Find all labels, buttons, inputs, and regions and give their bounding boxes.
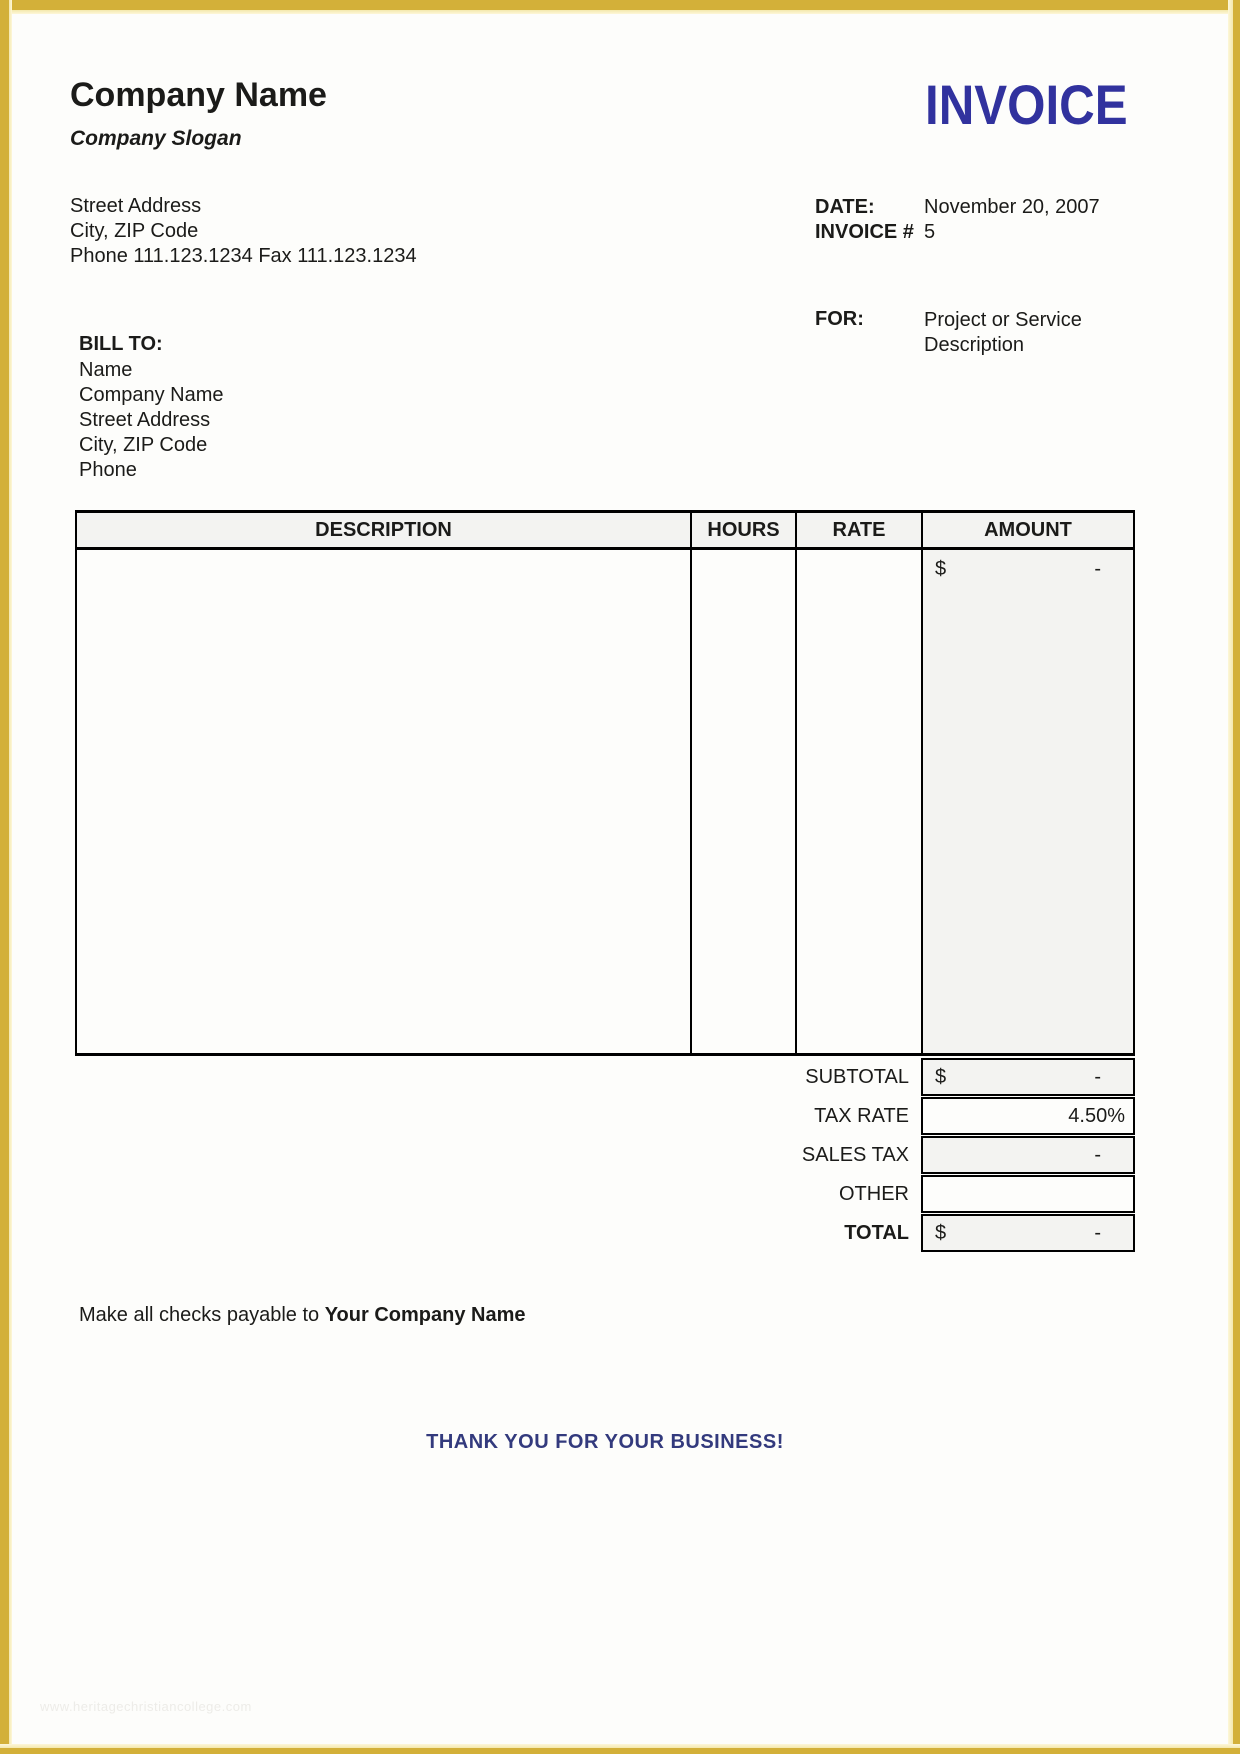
company-phone-fax: Phone 111.123.1234 Fax 111.123.1234	[70, 245, 417, 267]
subtotal-currency: $	[935, 1065, 947, 1088]
tax-rate-value: 4.50%	[1068, 1104, 1125, 1127]
subtotal-label: SUBTOTAL	[805, 1066, 909, 1088]
sales-tax-value-box	[921, 1136, 1135, 1174]
col-header-rate: RATE	[795, 513, 921, 547]
payable-line	[79, 1304, 525, 1327]
for-value-line1: Project or Service	[924, 309, 1082, 331]
invoice-number-label: INVOICE #	[815, 221, 914, 243]
company-slogan: Company Slogan	[70, 127, 242, 150]
other-label: OTHER	[839, 1183, 909, 1205]
bill-to-name: Name	[79, 359, 133, 381]
payable-prefix: Make all checks payable to	[79, 1304, 320, 1326]
bill-to-phone: Phone	[79, 459, 137, 481]
for-label: FOR:	[815, 308, 864, 330]
total-value: -	[1094, 1221, 1101, 1244]
payable-company: Your Company Name	[324, 1304, 526, 1326]
bill-to-label: BILL TO:	[79, 333, 163, 355]
tax-rate-label: TAX RATE	[814, 1105, 909, 1127]
frame-right	[1228, 0, 1240, 1754]
bill-to-company: Company Name	[79, 384, 224, 406]
invoice-title: INVOICE	[925, 73, 1128, 136]
item-amount-value: -	[1094, 558, 1101, 580]
watermark-text: www.heritagechristiancollege.com	[40, 1699, 252, 1714]
company-address	[70, 194, 417, 269]
subtotal-value: -	[1094, 1065, 1101, 1088]
date-label: DATE:	[815, 196, 875, 218]
total-value-box	[921, 1214, 1135, 1252]
col-header-hours: HOURS	[690, 513, 795, 547]
item-amount-cell	[921, 550, 1133, 1053]
date-value: November 20, 2007	[924, 196, 1100, 218]
frame-bottom	[0, 1744, 1240, 1754]
company-city-zip: City, ZIP Code	[70, 220, 199, 242]
bill-to-block	[79, 358, 224, 483]
tax-rate-value-box	[921, 1097, 1135, 1135]
company-name: Company Name	[70, 76, 327, 114]
items-table	[75, 510, 1135, 1056]
sales-tax-label: SALES TAX	[801, 1144, 909, 1166]
items-table-header	[75, 510, 1135, 550]
col-header-amount: AMOUNT	[921, 513, 1133, 547]
invoice-number-value: 5	[924, 221, 936, 243]
bill-to-city-zip: City, ZIP Code	[79, 434, 208, 456]
total-label: TOTAL	[844, 1222, 909, 1244]
item-rate-cell	[795, 550, 921, 1053]
col-header-description: DESCRIPTION	[315, 518, 452, 541]
for-value	[924, 308, 1082, 358]
other-value-box	[921, 1175, 1135, 1213]
subtotal-value-box	[921, 1058, 1135, 1096]
total-currency: $	[935, 1221, 947, 1244]
bill-to-street: Street Address	[79, 409, 211, 431]
item-hours-cell	[690, 550, 795, 1053]
frame-top	[0, 0, 1240, 14]
item-description-cell	[77, 550, 690, 1053]
company-street: Street Address	[70, 195, 202, 217]
for-value-line2: Description	[924, 334, 1025, 356]
item-amount-currency: $	[935, 558, 947, 580]
frame-left	[0, 0, 12, 1754]
sales-tax-value: -	[1094, 1143, 1101, 1166]
thank-you-message: THANK YOU FOR YOUR BUSINESS!	[426, 1431, 784, 1453]
items-table-body	[75, 550, 1135, 1056]
